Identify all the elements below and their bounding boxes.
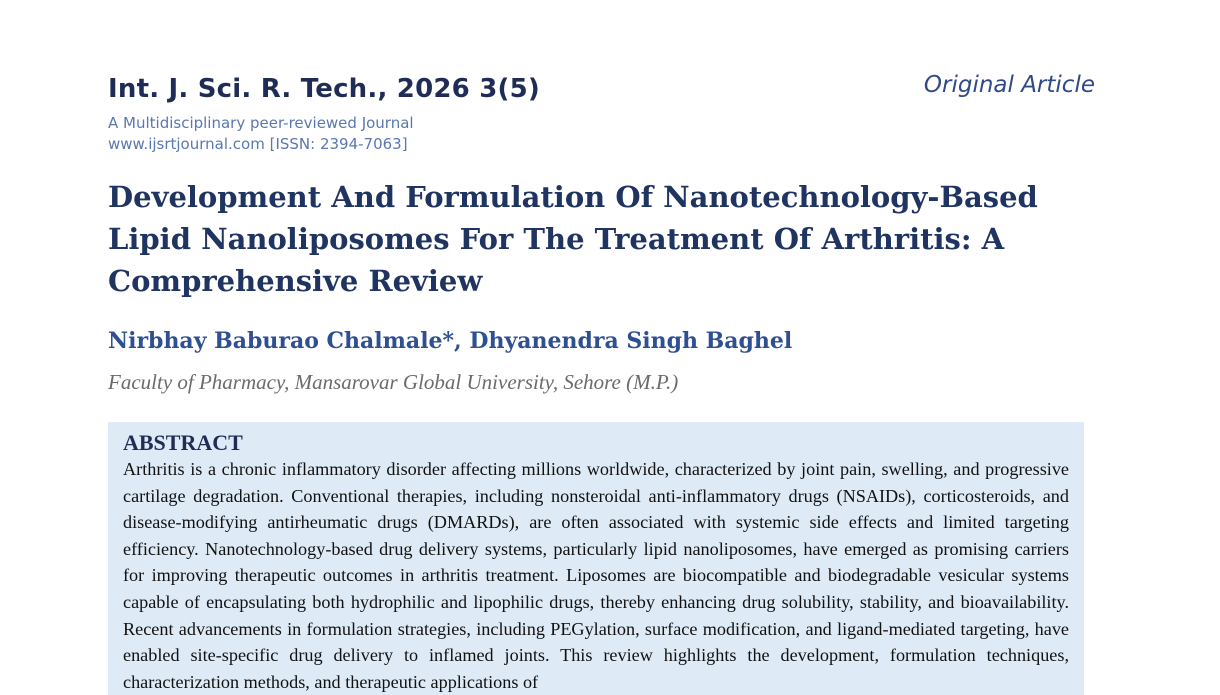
journal-title: Int. J. Sci. R. Tech., 2026 3(5) [108, 74, 540, 104]
paper-title: Development And Formulation Of Nanotechnology-Based Lipid Nanoliposomes For The Treatment Of Arthritis: A Comprehensive Review [108, 180, 1038, 298]
article-type-label: Original Article [923, 72, 1095, 98]
journal-url-issn: www.ijsrtjournal.com [ISSN: 2394-7063] [108, 135, 408, 153]
abstract-heading: ABSTRACT [123, 430, 243, 455]
author-list: Nirbhay Baburao Chalmale*, Dhyanendra Singh Baghel [108, 328, 793, 354]
abstract-box [108, 422, 1084, 695]
abstract-text: Arthritis is a chronic inflammatory disorder affecting millions worldwide, characterized by joint pain, swelling, and progressive cartilage degradation. Conventional therapies, including nonsteroidal anti-inflammatory drugs (NSAIDs), corticosteroids, and disease-modifying antirheumatic drugs (DMARDs), are often associated with systemic side effects and limited targeting efficiency. Nanotechnology-based drug delivery systems, particularly lipid nanoliposomes, have emerged as promising carriers for improving therapeutic outcomes in arthritis treatment. Liposomes are biocompatible and biodegradable vesicular systems capable of encapsulating both hydrophilic and lipophilic drugs, thereby enhancing drug solubility, stability, and bioavailability. Recent advancements in formulation strategies, including PEGylation, surface modification, and ligand-mediated targeting, have enabled site-specific drug delivery to inflamed joints. This review highlights the development, formulation techniques, characterization methods, and therapeutic applications of [123, 459, 1069, 692]
author-affiliation: Faculty of Pharmacy, Mansarovar Global University, Sehore (M.P.) [108, 370, 679, 394]
journal-subtitle: A Multidisciplinary peer-reviewed Journal [108, 114, 414, 132]
